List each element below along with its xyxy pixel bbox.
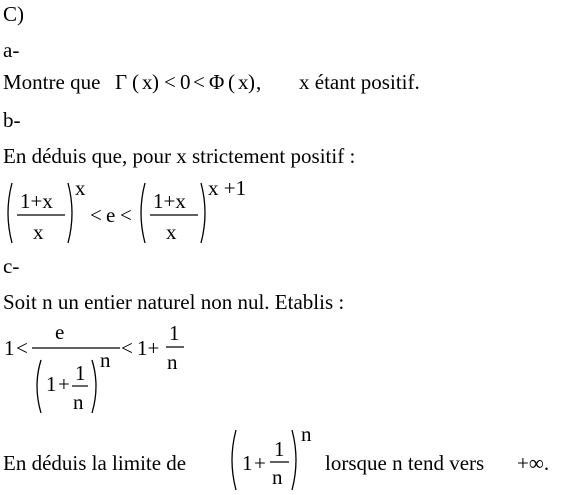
paren-close: ) <box>152 70 159 94</box>
fraction-denominator: x <box>166 220 177 244</box>
less-than: < <box>193 70 205 94</box>
limit-value: +∞. <box>517 451 550 475</box>
fraction-denominator: n <box>272 465 283 489</box>
inner-fraction-denominator: n <box>73 390 84 414</box>
fraction-numerator: 1+x <box>20 189 53 213</box>
inner-fraction-numerator: 1 <box>75 361 86 385</box>
part-b-text: En déduis que, pour x strictement positif : <box>3 144 356 168</box>
less-than: < <box>16 336 28 360</box>
part-a-text: Montre que <box>3 70 101 94</box>
one: 1 <box>4 336 15 360</box>
zero: 0 <box>180 70 191 94</box>
part-c-text: Soit n un entier naturel non nul. Etablis : <box>3 290 345 314</box>
e-constant: e <box>106 203 116 227</box>
part-b-label: b- <box>3 108 21 132</box>
paren-open: ( <box>228 70 235 94</box>
fraction-numerator: 1 <box>274 437 285 461</box>
paren-left <box>232 430 236 490</box>
fraction-denominator: n <box>167 350 178 374</box>
paren-open: ( <box>132 70 139 94</box>
e-constant: e <box>55 320 65 344</box>
conclusion-text-before: En déduis la limite de <box>3 451 187 475</box>
less-than: < <box>121 336 133 360</box>
fraction-denominator: x <box>33 220 44 244</box>
var-x: x <box>238 70 249 94</box>
var-x: x <box>142 70 153 94</box>
fraction-numerator: 1 <box>169 321 180 345</box>
plus-sign: + <box>254 451 266 475</box>
inner-one: 1 <box>46 372 57 396</box>
exponent-left: x <box>75 176 86 200</box>
right-side: 1+ <box>137 336 160 360</box>
phi-symbol: Φ <box>209 70 225 94</box>
fraction-numerator: 1+x <box>153 189 186 213</box>
part-c-label: c- <box>3 254 20 278</box>
paren-right <box>292 430 296 490</box>
exponent: n <box>100 348 111 372</box>
part-a-label: a- <box>3 38 20 62</box>
part-a-tail: x étant positif. <box>299 70 420 94</box>
less-than: < <box>120 203 132 227</box>
one: 1 <box>242 451 253 475</box>
less-than: < <box>90 203 102 227</box>
exponent: n <box>301 422 312 446</box>
exponent-right: x +1 <box>208 176 247 200</box>
less-than: < <box>164 70 176 94</box>
section-heading: C) <box>3 2 24 26</box>
comma: , <box>256 70 262 94</box>
plus-sign: + <box>58 372 70 396</box>
conclusion-text-after: lorsque n tend vers <box>325 451 485 475</box>
gamma-symbol: Γ <box>115 70 128 94</box>
paren-close: ) <box>248 70 255 94</box>
